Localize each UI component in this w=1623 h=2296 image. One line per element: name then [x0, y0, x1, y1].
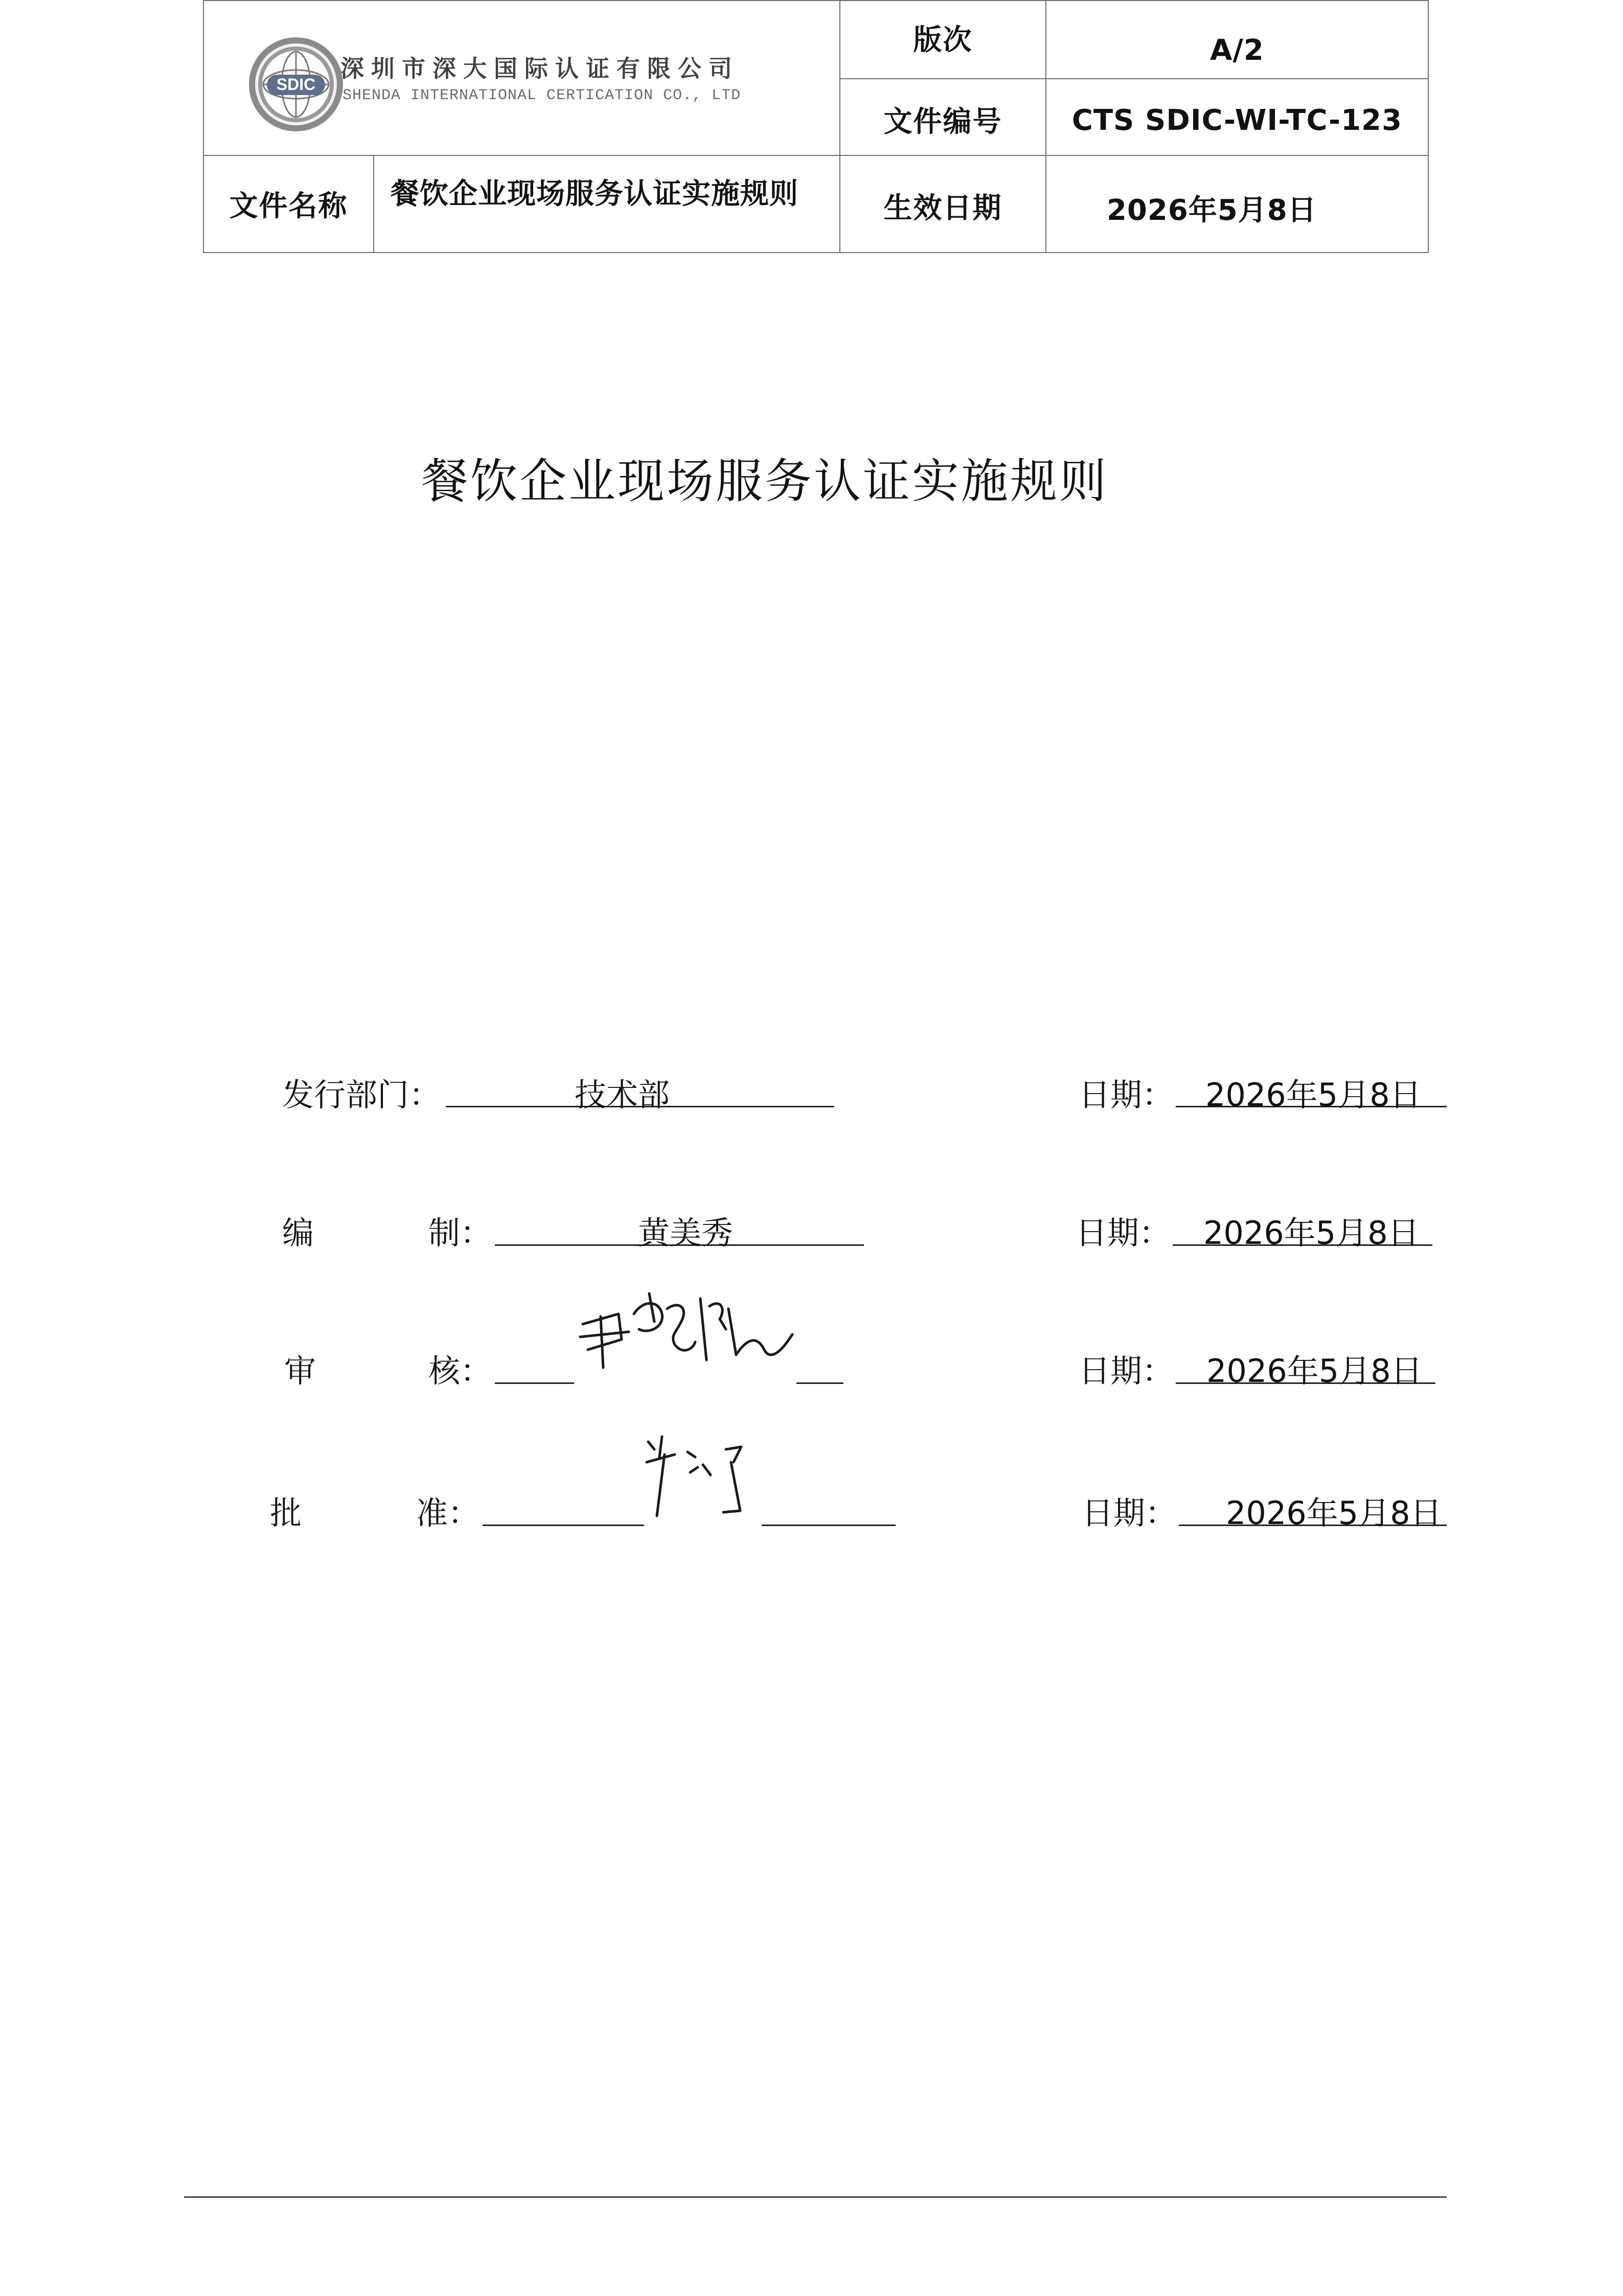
doc-number-value: CTS SDIC-WI-TC-123 [1071, 103, 1403, 137]
effective-date-label: 生效日期 [883, 192, 1002, 225]
document-header-table [203, 0, 1429, 253]
approved-underline-left [483, 1525, 644, 1526]
version-value: A/2 [1210, 34, 1264, 67]
reviewed-underline-right [796, 1382, 843, 1384]
doc-number-label-cell [839, 78, 1046, 156]
doc-name-label: 文件名称 [229, 190, 348, 223]
approved-underline-right [762, 1525, 896, 1526]
approver-signature [639, 1426, 772, 1524]
reviewed-date-value: 2026年5月8日 [1206, 1352, 1423, 1390]
company-logo-cell [203, 0, 840, 156]
prepared-label-a: 编 [282, 1214, 314, 1252]
prepared-date-label: 日期： [1076, 1214, 1171, 1252]
doc-name-label-cell [203, 155, 374, 253]
issuing-date-label: 日期： [1079, 1076, 1174, 1113]
document-title: 餐饮企业现场服务认证实施规则 [421, 454, 1109, 509]
approved-label-a: 批 [270, 1494, 302, 1532]
effective-date-label-cell [839, 155, 1046, 253]
reviewed-label-b: 核： [428, 1352, 492, 1390]
approved-label-b: 准： [416, 1494, 480, 1532]
issuing-dept-label: 发行部门： [282, 1076, 441, 1113]
version-label: 版次 [913, 23, 973, 57]
effective-date-value-cell [1045, 155, 1429, 253]
reviewer-signature [573, 1278, 797, 1385]
doc-number-label: 文件编号 [883, 105, 1002, 139]
company-name-en: SHENDA INTERNATIONAL CERTICATION CO., LTD [342, 87, 741, 104]
company-logo [247, 36, 835, 138]
version-label-cell [839, 0, 1046, 79]
doc-number-value-cell [1045, 78, 1429, 156]
effective-date-value: 2026年5月8日 [1107, 194, 1317, 227]
prepared-date-value: 2026年5月8日 [1203, 1214, 1420, 1252]
doc-name-value-cell [373, 155, 840, 253]
reviewed-label-a: 审 [284, 1352, 316, 1390]
doc-name-value: 餐饮企业现场服务认证实施规则 [391, 177, 798, 211]
logo-text: SDIC [276, 75, 316, 94]
company-name-cn: 深圳市深大国际认证有限公司 [340, 55, 739, 82]
version-value-cell [1045, 0, 1429, 79]
footer-rule [184, 2196, 1447, 2198]
reviewed-date-label: 日期： [1079, 1352, 1174, 1390]
reviewed-underline-left [495, 1382, 574, 1384]
prepared-value: 黄美秀 [638, 1214, 734, 1252]
approved-date-label: 日期： [1082, 1494, 1177, 1532]
issuing-dept-value: 技术部 [575, 1076, 670, 1113]
prepared-label-b: 制： [428, 1214, 492, 1252]
sdic-seal-icon [247, 36, 345, 133]
issuing-date-value: 2026年5月8日 [1205, 1076, 1422, 1113]
approved-date-value: 2026年5月8日 [1226, 1494, 1442, 1532]
